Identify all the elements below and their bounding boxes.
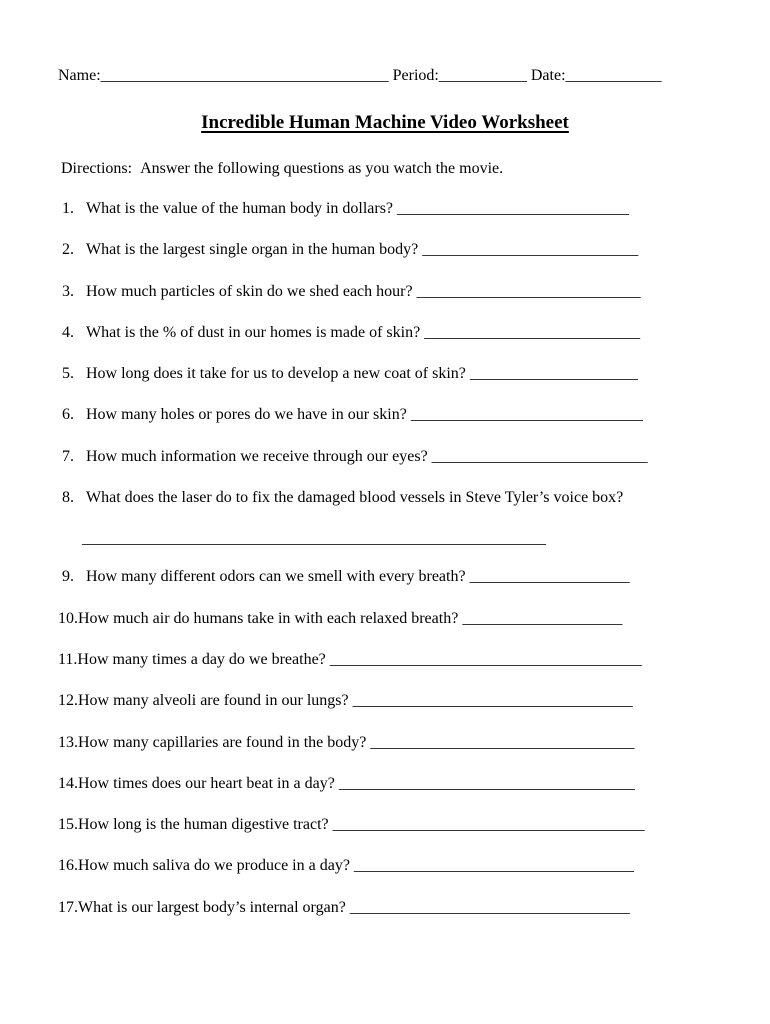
name-label: Name: (58, 67, 101, 84)
question-7-number: 7. (62, 447, 86, 465)
question-12-number: 12. (58, 692, 78, 710)
question-4 (58, 322, 712, 343)
question-8-text: What does the laser do to fix the damaged blood vessels in Steve Tyler’s voice box? (86, 489, 624, 507)
question-6-number: 6. (62, 406, 86, 424)
answer-blank-11[interactable]: _______________________________________ (329, 650, 642, 668)
answer-blank-8[interactable]: __________________________________________________________ (82, 530, 546, 548)
question-2-text: What is the largest single organ in the human body? (86, 241, 419, 259)
answer-blank-4[interactable]: ___________________________ (424, 323, 641, 341)
question-3 (58, 281, 712, 302)
period-label: Period: (392, 67, 439, 84)
question-8 (58, 487, 712, 508)
answer-blank-3[interactable]: ____________________________ (416, 282, 641, 300)
question-8-continuation (82, 528, 712, 549)
header (58, 65, 712, 86)
name-blank[interactable]: ____________________________________ (100, 67, 389, 84)
question-14-number: 14. (58, 774, 78, 792)
question-6 (58, 404, 712, 425)
question-14-text: How times does our heart beat in a day? (78, 774, 335, 792)
question-2 (58, 239, 712, 260)
question-4-text: What is the % of dust in our homes is made of skin? (86, 323, 421, 341)
question-3-number: 3. (62, 282, 86, 300)
question-6-text: How many holes or pores do we have in our skin? (86, 406, 407, 424)
answer-blank-9[interactable]: ____________________ (469, 568, 630, 586)
answer-blank-2[interactable]: ___________________________ (422, 241, 639, 259)
question-7-text: How much information we receive through our eyes? (86, 447, 428, 465)
answer-blank-13[interactable]: _________________________________ (370, 733, 635, 751)
question-13-number: 13. (58, 733, 78, 751)
question-8-number: 8. (62, 489, 86, 507)
question-17 (58, 897, 712, 918)
answer-blank-14[interactable]: _____________________________________ (338, 774, 635, 792)
page-title: Incredible Human Machine Video Worksheet (201, 112, 569, 133)
answer-blank-7[interactable]: ___________________________ (431, 447, 648, 465)
date-blank[interactable]: ____________ (565, 67, 662, 84)
period-blank[interactable]: ___________ (438, 67, 527, 84)
answer-blank-17[interactable]: ___________________________________ (349, 898, 630, 916)
question-10-text: How much air do humans take in with each relaxed breath? (78, 609, 459, 627)
question-1 (58, 198, 712, 219)
question-3-text: How much particles of skin do we shed each hour? (86, 282, 413, 300)
question-9-text: How many different odors can we smell with every breath? (86, 568, 466, 586)
question-13-text: How many capillaries are found in the body? (78, 733, 367, 751)
question-15-text: How long is the human digestive tract? (78, 816, 329, 834)
worksheet-page (58, 65, 712, 918)
question-7 (58, 446, 712, 467)
answer-blank-1[interactable]: _____________________________ (397, 200, 630, 217)
answer-blank-12[interactable]: ___________________________________ (352, 692, 633, 710)
question-16-text: How much saliva do we produce in a day? (78, 857, 350, 875)
question-16-number: 16. (58, 857, 78, 875)
question-9 (58, 566, 712, 587)
answer-blank-16[interactable]: ___________________________________ (353, 857, 634, 875)
answer-blank-5[interactable]: _____________________ (469, 365, 638, 383)
question-2-number: 2. (62, 241, 86, 259)
question-10-number: 10. (58, 609, 78, 627)
question-13 (58, 732, 712, 753)
question-1-number: 1. (62, 200, 86, 217)
question-9-number: 9. (62, 568, 86, 586)
answer-blank-15[interactable]: _______________________________________ (332, 816, 645, 834)
question-5-number: 5. (62, 365, 86, 383)
question-15-number: 15. (58, 816, 78, 834)
question-15 (58, 814, 712, 835)
question-4-number: 4. (62, 323, 86, 341)
directions: Directions: Answer the following questions as you watch the movie. (61, 160, 504, 177)
question-12-text: How many alveoli are found in our lungs? (78, 692, 349, 710)
question-5-text: How long does it take for us to develop a new coat of skin? (86, 365, 466, 383)
answer-blank-6[interactable]: _____________________________ (410, 406, 643, 424)
question-1-text: What is the value of the human body in dollars? (86, 200, 394, 217)
question-5 (58, 363, 712, 384)
question-16 (58, 855, 712, 876)
question-12 (58, 690, 712, 711)
question-11-number: 11. (58, 650, 78, 668)
question-17-text: What is our largest body’s internal organ? (78, 898, 346, 916)
question-11 (58, 649, 712, 670)
question-14 (58, 773, 712, 794)
question-10 (58, 608, 712, 629)
date-label: Date: (530, 67, 566, 84)
question-11-text: How many times a day do we breathe? (77, 650, 326, 668)
question-17-number: 17. (58, 898, 78, 916)
answer-blank-10[interactable]: ____________________ (462, 609, 623, 627)
